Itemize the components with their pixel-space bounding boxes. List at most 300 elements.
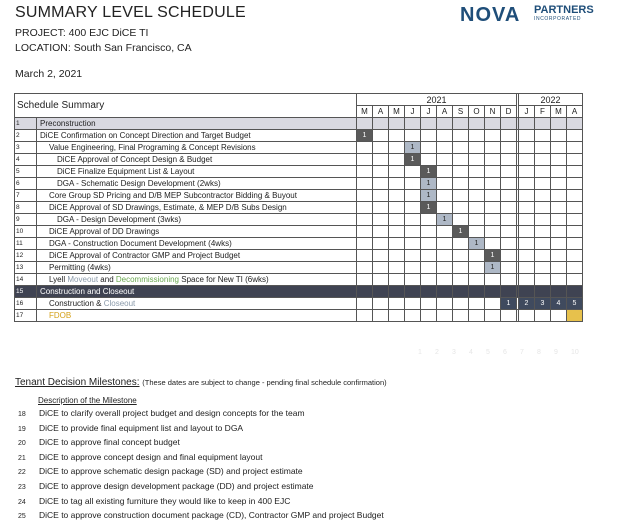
- date-line: March 2, 2021: [15, 68, 83, 80]
- schedule-row: [15, 286, 583, 298]
- task-text: Closeout: [103, 298, 136, 308]
- month-cell: [469, 190, 485, 202]
- month-cell: [421, 286, 437, 298]
- month-cell: [453, 238, 469, 250]
- ghost-number: 9: [554, 349, 558, 356]
- month-cell: [453, 154, 469, 166]
- schedule-bar-cell: 1: [421, 202, 437, 214]
- schedule-bar-cell: 2: [519, 298, 535, 310]
- row-number: 3: [15, 142, 37, 154]
- schedule-bar-cell: 1: [421, 166, 437, 178]
- month-cell: [357, 298, 373, 310]
- month-cell: [421, 118, 437, 130]
- month-cell: [437, 142, 453, 154]
- month-cell: [485, 286, 501, 298]
- month-cell: [567, 262, 583, 274]
- month-cell: [405, 130, 421, 142]
- task-text: Construction &: [49, 298, 104, 308]
- task-text: Core Group SD Pricing and D/B MEP Subcontractor Bidding & Buyout: [49, 190, 297, 200]
- row-number: 2: [15, 130, 37, 142]
- month-cell: [405, 298, 421, 310]
- month-cell: [501, 118, 517, 130]
- month-cell: [535, 286, 551, 298]
- month-cell: [535, 166, 551, 178]
- row-number: 5: [15, 166, 37, 178]
- task-name: [37, 190, 357, 202]
- month-cell: [567, 130, 583, 142]
- month-cell: [535, 226, 551, 238]
- task-text: Preconstruction: [40, 118, 96, 128]
- month-cell: [535, 274, 551, 286]
- task-text: Moveout: [67, 274, 99, 284]
- month-cell: [373, 226, 389, 238]
- task-text: FDOB: [49, 310, 72, 320]
- month-cell: [405, 286, 421, 298]
- month-cell: [389, 250, 405, 262]
- month-cell: [373, 214, 389, 226]
- row-number: 10: [15, 226, 37, 238]
- month-cell: [469, 178, 485, 190]
- task-text: Space for New TI (6wks): [179, 274, 269, 284]
- month-cell: [535, 142, 551, 154]
- month-cell: [421, 130, 437, 142]
- month-cell: [501, 274, 517, 286]
- ghost-number: 3: [452, 349, 456, 356]
- milestones-subheader: Description of the Milestone: [38, 396, 137, 405]
- month-cell: [501, 286, 517, 298]
- month-cell: [453, 262, 469, 274]
- month-cell: [551, 250, 567, 262]
- month-cell: [551, 154, 567, 166]
- month-cell: [535, 190, 551, 202]
- month-cell: [421, 298, 437, 310]
- project-line: PROJECT: 400 EJC DiCE TI: [15, 27, 149, 39]
- month-cell: [485, 142, 501, 154]
- month-cell: [421, 262, 437, 274]
- task-name: [37, 130, 357, 142]
- month-cell: [551, 166, 567, 178]
- task-text: DiCE Approval of Concept Design & Budget: [57, 154, 213, 164]
- month-cell: [519, 118, 535, 130]
- month-cell: [501, 202, 517, 214]
- month-cell: [389, 190, 405, 202]
- ghost-number: 7: [520, 349, 524, 356]
- month-cell: [519, 142, 535, 154]
- month-cell: [469, 226, 485, 238]
- task-text: DGA - Design Development (3wks): [57, 214, 182, 224]
- month-cell: [501, 310, 517, 322]
- month-cell: [453, 286, 469, 298]
- month-cell: [567, 214, 583, 226]
- milestone-text: DiCE to approve schematic design package (SD) and project estimate: [39, 466, 303, 477]
- row-number: 9: [15, 214, 37, 226]
- month-cell: [405, 310, 421, 322]
- month-cell: [453, 130, 469, 142]
- month-cell: [567, 286, 583, 298]
- month-cell: [535, 118, 551, 130]
- schedule-row: [15, 298, 583, 310]
- month-cell: [469, 142, 485, 154]
- schedule-row: [15, 262, 583, 274]
- month-cell: [405, 214, 421, 226]
- milestone-item: [18, 452, 263, 462]
- month-cell: [357, 250, 373, 262]
- month-cell: [535, 262, 551, 274]
- month-header: J: [421, 106, 437, 118]
- month-cell: [519, 286, 535, 298]
- month-cell: [373, 130, 389, 142]
- milestone-text: DiCE to clarify overall project budget and design concepts for the team: [39, 408, 305, 418]
- schedule-bar-cell: 1: [485, 262, 501, 274]
- month-cell: [501, 262, 517, 274]
- schedule-bar-cell: 1: [405, 142, 421, 154]
- month-cell: [453, 190, 469, 202]
- month-cell: [357, 226, 373, 238]
- month-cell: [519, 214, 535, 226]
- month-cell: [551, 118, 567, 130]
- month-cell: [519, 130, 535, 142]
- milestone-number: 20: [18, 440, 26, 448]
- month-cell: [357, 274, 373, 286]
- month-cell: [421, 274, 437, 286]
- schedule-bar-cell: 4: [551, 298, 567, 310]
- task-name: [37, 226, 357, 238]
- month-cell: [437, 262, 453, 274]
- month-cell: [421, 154, 437, 166]
- header-row-years: [15, 94, 583, 106]
- month-cell: [551, 310, 567, 322]
- month-cell: [437, 274, 453, 286]
- month-cell: [485, 166, 501, 178]
- row-number: 12: [15, 250, 37, 262]
- month-cell: [519, 154, 535, 166]
- month-cell: [567, 154, 583, 166]
- schedule-row: [15, 250, 583, 262]
- month-cell: [453, 178, 469, 190]
- month-cell: [421, 214, 437, 226]
- milestone-text: DiCE to approve construction document package (CD), Contractor GMP and project Budget: [39, 510, 384, 521]
- milestone-item: [18, 408, 305, 418]
- milestone-number: 19: [18, 425, 26, 433]
- row-number: 16: [15, 298, 37, 310]
- month-cell: [373, 190, 389, 202]
- month-cell: [357, 118, 373, 130]
- milestone-item: [18, 466, 303, 476]
- task-text: DiCE Approval of DD Drawings: [49, 226, 160, 236]
- milestone-number: 18: [18, 411, 26, 418]
- month-cell: [501, 166, 517, 178]
- month-cell: [453, 118, 469, 130]
- month-cell: [501, 190, 517, 202]
- month-cell: [519, 238, 535, 250]
- month-cell: [485, 310, 501, 322]
- milestone-text: DiCE to approve design development package (DD) and project estimate: [39, 481, 314, 491]
- month-cell: [501, 214, 517, 226]
- task-text: and: [98, 274, 116, 284]
- ghost-number: 4: [469, 349, 473, 356]
- month-cell: [519, 166, 535, 178]
- task-name: [37, 262, 357, 274]
- month-cell: [373, 238, 389, 250]
- month-cell: [389, 226, 405, 238]
- month-cell: [357, 286, 373, 298]
- month-cell: [405, 118, 421, 130]
- month-cell: [567, 166, 583, 178]
- schedule-row: [15, 130, 583, 142]
- month-cell: [389, 286, 405, 298]
- month-cell: [535, 250, 551, 262]
- month-cell: [501, 142, 517, 154]
- milestones-note: (These dates are subject to change - pending final schedule confirmation): [142, 378, 387, 387]
- schedule-bar-cell: 1: [485, 250, 501, 262]
- month-header: A: [567, 106, 583, 118]
- month-cell: [453, 166, 469, 178]
- month-cell: [551, 214, 567, 226]
- month-cell: [405, 262, 421, 274]
- ghost-number: 2: [435, 349, 439, 356]
- month-cell: [437, 154, 453, 166]
- month-cell: [485, 214, 501, 226]
- month-cell: [551, 238, 567, 250]
- month-cell: [437, 286, 453, 298]
- month-cell: [437, 202, 453, 214]
- month-cell: [389, 298, 405, 310]
- row-number: 8: [15, 202, 37, 214]
- month-cell: [551, 262, 567, 274]
- task-name: [37, 214, 357, 226]
- month-cell: [567, 202, 583, 214]
- ghost-number: 6: [503, 349, 507, 356]
- month-header: J: [405, 106, 421, 118]
- logo-nova-text: NOVA: [460, 4, 521, 26]
- row-number: 7: [15, 190, 37, 202]
- page-title: SUMMARY LEVEL SCHEDULE: [15, 4, 246, 21]
- month-cell: [567, 178, 583, 190]
- month-cell: [437, 118, 453, 130]
- month-cell: [421, 226, 437, 238]
- month-cell: [469, 286, 485, 298]
- schedule-bar-cell: 1: [469, 238, 485, 250]
- task-text: DGA - Construction Document Development (4wks): [49, 238, 232, 248]
- month-cell: [485, 238, 501, 250]
- month-cell: [535, 202, 551, 214]
- month-cell: [519, 250, 535, 262]
- month-cell: [405, 166, 421, 178]
- schedule-bar-cell: 3: [535, 298, 551, 310]
- milestones-title: Tenant Decision Milestones:: [15, 377, 140, 388]
- month-cell: [421, 250, 437, 262]
- task-name: [37, 238, 357, 250]
- month-cell: [485, 178, 501, 190]
- month-header: F: [535, 106, 551, 118]
- month-cell: [551, 202, 567, 214]
- task-text: DiCE Approval of Contractor GMP and Project Budget: [49, 250, 241, 260]
- schedule-bar-cell: [567, 310, 583, 322]
- month-cell: [469, 166, 485, 178]
- schedule-row: [15, 274, 583, 286]
- schedule-row: [15, 202, 583, 214]
- month-cell: [373, 310, 389, 322]
- month-cell: [469, 262, 485, 274]
- month-cell: [453, 298, 469, 310]
- month-header: J: [519, 106, 535, 118]
- ghost-number: 5: [486, 349, 490, 356]
- month-cell: [437, 130, 453, 142]
- milestone-number: 21: [18, 454, 26, 462]
- task-name: [37, 298, 357, 310]
- milestone-item: [18, 496, 290, 506]
- milestone-item: [18, 423, 243, 433]
- task-name: [37, 118, 357, 130]
- month-cell: [389, 310, 405, 322]
- month-cell: [389, 130, 405, 142]
- schedule-table: [14, 93, 583, 322]
- month-cell: [357, 262, 373, 274]
- month-cell: [437, 310, 453, 322]
- task-text: Lyell: [49, 274, 68, 284]
- task-name: [37, 166, 357, 178]
- location-line: LOCATION: South San Francisco, CA: [15, 42, 192, 54]
- month-cell: [357, 154, 373, 166]
- milestone-item: [18, 510, 384, 520]
- month-cell: [519, 274, 535, 286]
- month-cell: [421, 310, 437, 322]
- task-name: [37, 154, 357, 166]
- task-text: Value Engineering, Final Programing & Concept Revisions: [49, 142, 256, 152]
- task-text: Decommissioning: [115, 274, 180, 284]
- month-header: M: [357, 106, 373, 118]
- month-cell: [405, 226, 421, 238]
- month-cell: [389, 238, 405, 250]
- month-cell: [437, 238, 453, 250]
- month-cell: [469, 130, 485, 142]
- month-cell: [551, 226, 567, 238]
- month-cell: [567, 250, 583, 262]
- month-cell: [373, 202, 389, 214]
- month-cell: [373, 142, 389, 154]
- month-cell: [389, 154, 405, 166]
- month-cell: [567, 274, 583, 286]
- milestone-text: DiCE to approve concept design and final equipment layout: [39, 451, 263, 462]
- milestone-number: 23: [18, 484, 26, 491]
- month-header: A: [437, 106, 453, 118]
- month-cell: [357, 214, 373, 226]
- month-cell: [535, 238, 551, 250]
- schedule-bar-cell: 1: [357, 130, 373, 142]
- month-cell: [389, 262, 405, 274]
- month-cell: [453, 310, 469, 322]
- month-cell: [519, 310, 535, 322]
- month-header: M: [389, 106, 405, 118]
- row-number: 17: [15, 310, 37, 322]
- milestone-number: 24: [18, 498, 26, 506]
- task-name: [37, 286, 357, 298]
- month-header: A: [373, 106, 389, 118]
- month-cell: [519, 190, 535, 202]
- month-cell: [357, 166, 373, 178]
- milestone-item: [18, 481, 314, 491]
- month-cell: [437, 250, 453, 262]
- month-cell: [437, 226, 453, 238]
- month-cell: [567, 190, 583, 202]
- schedule-bar-cell: 1: [421, 178, 437, 190]
- schedule-bar-cell: 1: [421, 190, 437, 202]
- month-header: N: [485, 106, 501, 118]
- month-cell: [501, 154, 517, 166]
- month-cell: [373, 286, 389, 298]
- month-cell: [357, 142, 373, 154]
- task-name: [37, 142, 357, 154]
- row-number: 14: [15, 274, 37, 286]
- logo-inc-text: INCORPORATED: [534, 16, 582, 22]
- row-number: 11: [15, 238, 37, 250]
- month-header: M: [551, 106, 567, 118]
- month-cell: [373, 262, 389, 274]
- schedule-row: [15, 154, 583, 166]
- schedule-bar-cell: 1: [501, 298, 517, 310]
- milestone-number: 22: [18, 469, 26, 477]
- month-cell: [485, 118, 501, 130]
- month-cell: [535, 178, 551, 190]
- month-cell: [551, 190, 567, 202]
- month-cell: [389, 142, 405, 154]
- month-cell: [389, 274, 405, 286]
- schedule-bar-cell: 1: [453, 226, 469, 238]
- month-cell: [501, 226, 517, 238]
- month-cell: [551, 178, 567, 190]
- month-cell: [485, 202, 501, 214]
- month-cell: [389, 202, 405, 214]
- month-cell: [469, 250, 485, 262]
- month-cell: [389, 178, 405, 190]
- month-cell: [485, 226, 501, 238]
- month-cell: [485, 154, 501, 166]
- month-cell: [469, 310, 485, 322]
- task-name: [37, 274, 357, 286]
- row-number: 15: [15, 286, 37, 298]
- month-cell: [535, 310, 551, 322]
- task-text: DiCE Approval of SD Drawings, Estimate, & MEP D/B Subs Design: [49, 202, 287, 212]
- month-cell: [437, 178, 453, 190]
- year-2022: 2022: [519, 94, 583, 106]
- schedule-title: Schedule Summary: [15, 94, 357, 118]
- month-cell: [501, 130, 517, 142]
- logo-partners-text: PARTNERS: [534, 4, 594, 16]
- month-cell: [469, 202, 485, 214]
- month-cell: [373, 154, 389, 166]
- month-cell: [469, 154, 485, 166]
- row-number: 13: [15, 262, 37, 274]
- month-cell: [485, 274, 501, 286]
- month-cell: [519, 202, 535, 214]
- month-cell: [421, 142, 437, 154]
- month-cell: [373, 166, 389, 178]
- schedule-row: [15, 142, 583, 154]
- schedule-bar-cell: 1: [437, 214, 453, 226]
- month-cell: [405, 274, 421, 286]
- month-cell: [373, 274, 389, 286]
- schedule-row: [15, 310, 583, 322]
- month-cell: [535, 154, 551, 166]
- month-cell: [453, 214, 469, 226]
- month-cell: [519, 262, 535, 274]
- task-name: [37, 310, 357, 322]
- month-cell: [551, 130, 567, 142]
- nova-logo: [460, 4, 594, 27]
- month-cell: [567, 226, 583, 238]
- month-cell: [373, 178, 389, 190]
- month-cell: [437, 166, 453, 178]
